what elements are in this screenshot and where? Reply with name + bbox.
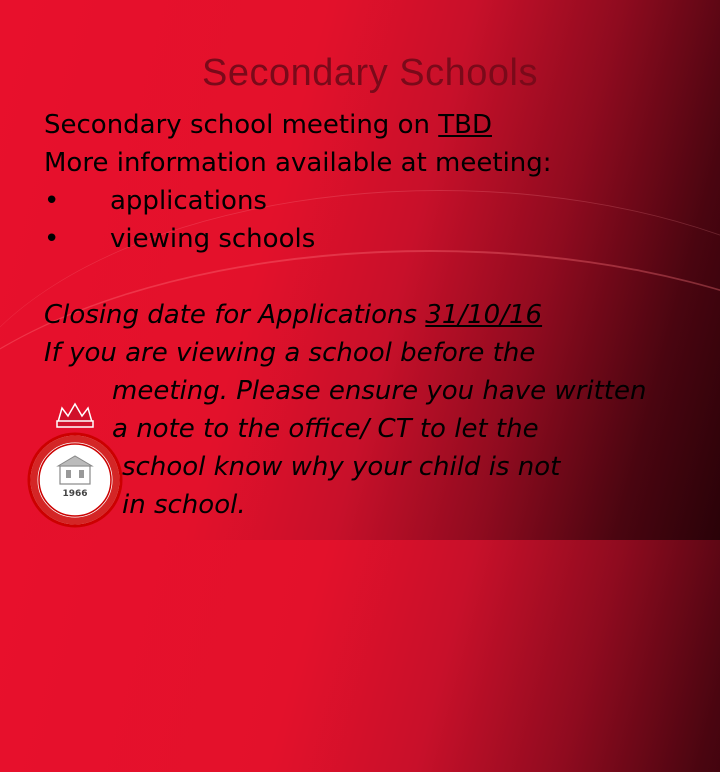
bullet-glyph: • xyxy=(44,224,60,254)
crown-icon xyxy=(57,404,93,427)
note-line: a note to the office/ CT to let the xyxy=(112,414,539,444)
bullet-label: viewing schools xyxy=(110,224,316,254)
note-line: school know why your child is not xyxy=(122,452,561,482)
closing-date: 31/10/16 xyxy=(425,300,543,330)
note-line: in school. xyxy=(122,490,246,520)
meeting-line xyxy=(44,106,552,144)
slide-title: Secondary Schools xyxy=(202,52,538,94)
info-line: More information available at meeting: xyxy=(44,148,552,178)
bullet-label: applications xyxy=(110,186,267,216)
closing-prefix: Closing date for Applications xyxy=(44,300,426,330)
closing-line xyxy=(44,296,646,334)
meeting-line-prefix: Secondary school meeting on xyxy=(44,110,439,140)
bullet-glyph: • xyxy=(44,186,60,216)
closing-info-block xyxy=(44,296,646,524)
note-line: meeting. Please ensure you have written xyxy=(112,376,647,406)
meeting-date: TBD xyxy=(438,110,492,140)
logo-year: 1966 xyxy=(62,489,88,499)
meeting-info-block xyxy=(44,106,552,258)
note-line: If you are viewing a school before the xyxy=(44,338,536,368)
bullet-item-viewing-schools xyxy=(44,220,552,258)
school-logo xyxy=(20,400,130,530)
bullet-item-applications xyxy=(44,182,552,220)
